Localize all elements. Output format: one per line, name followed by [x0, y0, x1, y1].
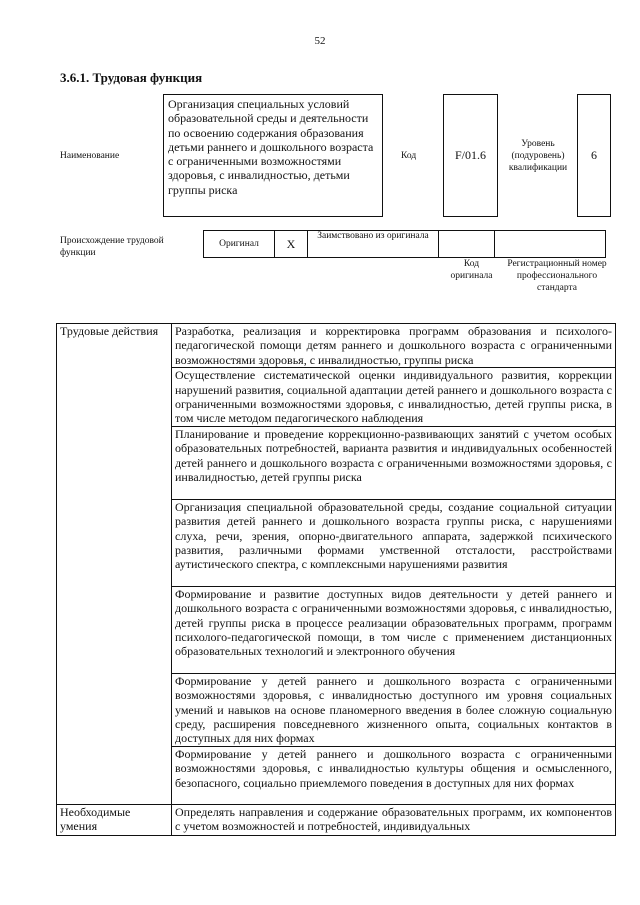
labor-function-table: [56, 323, 616, 836]
code-original-cell: [439, 231, 495, 258]
level-value: 6: [591, 148, 597, 162]
origin-table: [203, 230, 606, 258]
code-value-box: [443, 94, 498, 217]
origin-label: Происхождение трудовой функции: [60, 236, 164, 258]
labor-actions-label: Трудовые действия: [57, 324, 172, 805]
reg-number-cell: [495, 231, 606, 258]
labor-action-item: Разработка, реализация и корректировка программ образования и психолого-педагогической помощи детям раннего и дошкольного возраста с ограниченными возможностями здоровья, с инвалидностью, группы риска: [172, 324, 616, 368]
level-value-box: [577, 94, 611, 217]
labor-action-item: Формирование и развитие доступных видов деятельности у детей раннего и дошкольного возраста с ограниченными возможностями здоровья, с инвалидностью, детей группы риска в процессе реализации образовательных программ, программ психолого-педагогической помощи, в том числе с применением дистанционных образовательных технологий и электронного обучения: [172, 586, 616, 673]
labor-action-item: Формирование у детей раннего и дошкольного возраста с ограниченными возможностями здоровья, с инвалидностью культуры общения и осмысленного, безопасного, социально приемлемого поведения в доступных для них формах: [172, 746, 616, 804]
table-row: [57, 804, 616, 835]
skill-item: Определять направления и содержание образовательных программ, их компонентов с учетом возможностей и потребностей, индивидуальных: [172, 804, 616, 835]
name-value-box: Организация специальных условий образовательной среды и деятельности по освоению содержания образования детьми раннего и дошкольного возраста с ограниченными возможностями здоровья, с инвалидностью, детьми группы риска: [163, 94, 383, 217]
code-original-label: Код оригинала: [450, 259, 493, 281]
name-label: Наименование: [60, 151, 120, 161]
code-value: F/01.6: [454, 148, 486, 162]
labor-action-item: Осуществление систематической оценки индивидуального развития, коррекции нарушений развития, социальной адаптации детей раннего и дошкольного возраста с ограниченными возможностями здоровья, с инвалидностью, детей группы риска, в том числе методом педагогического наблюдения: [172, 368, 616, 427]
skills-label: Необходимые умения: [57, 804, 172, 835]
code-label: Код: [401, 151, 417, 161]
labor-action-item: Планирование и проведение коррекционно-развивающих занятий с учетом особых образовательных потребностей, варианта развития и индивидуальных особенностей детей раннего и дошкольного возраста с ограниченными возможностями здоровья, с инвалидностью, детей группы риска: [172, 426, 616, 499]
page-number: 52: [314, 35, 326, 47]
level-label: Уровень (подуровень) квалификации: [508, 139, 568, 173]
original-label: Оригинал: [204, 231, 275, 258]
section-title: 3.6.1. Трудовая функция: [60, 70, 203, 85]
labor-action-item: Формирование у детей раннего и дошкольного возраста с ограниченными возможностями здоровья, с инвалидностью доступного им уровня социальных умений и навыков на основе планомерного введения в более сложную социальную среду, расширения повседневного жизненного опыта, социальных контактов в доступных для них формах: [172, 673, 616, 746]
original-mark: X: [275, 231, 308, 258]
labor-action-item: Организация специальной образовательной среды, создание социальной ситуации развития детей раннего и дошкольного возраста группы риска, с нарушениями слуха, речи, зрения, опорно-двигательного аппарата, задержкой психического развития, различными формами умственной отсталости, расстройствами аутистического спектра, с комплексными нарушениями развития: [172, 499, 616, 586]
borrowed-label: Заимствовано из оригинала: [308, 231, 439, 258]
table-row: [57, 324, 616, 368]
reg-number-label: Регистрационный номер профессионального стандарта: [507, 259, 607, 293]
